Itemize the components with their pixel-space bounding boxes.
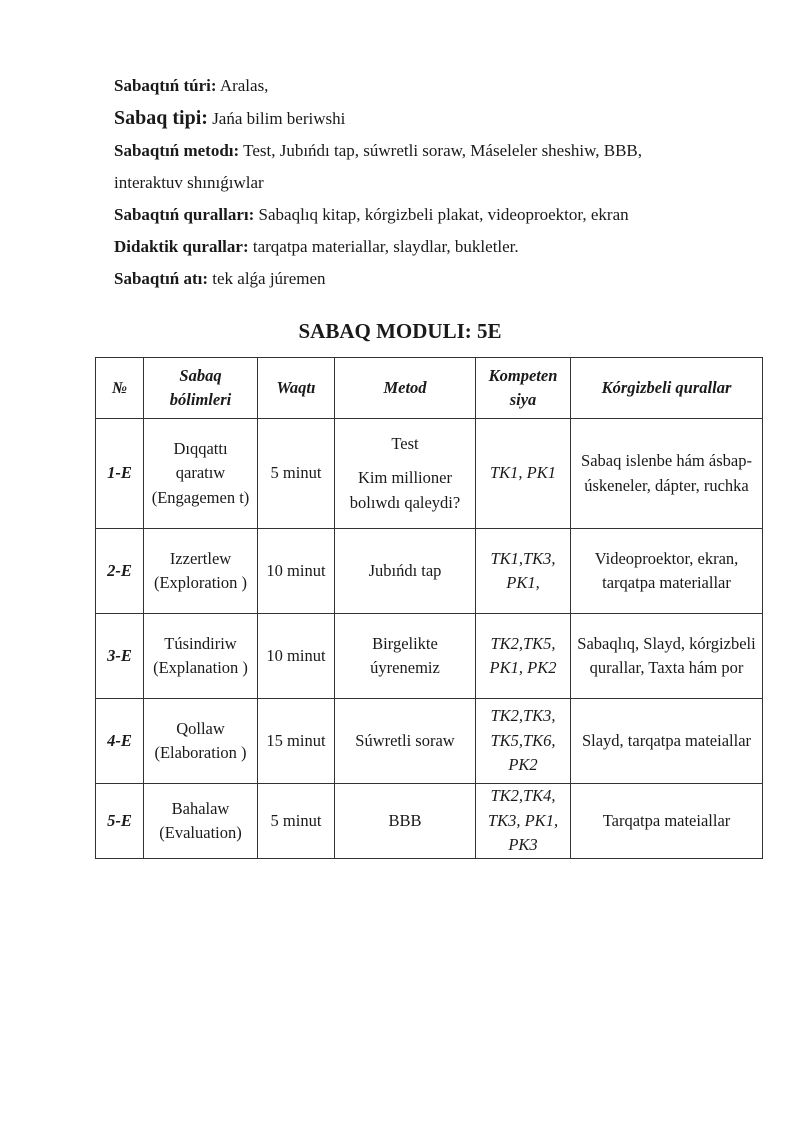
table-row [96,699,763,784]
row-section: Dıqqattı qaratıw (Engagemen t) [144,419,258,529]
row-competence: TK1, PK1 [476,419,571,529]
row-method-line: Test [391,433,419,453]
didactic-tools-line [114,231,754,263]
row-time: 10 minut [258,614,335,699]
module-table [95,357,763,859]
row-code: 1-E [96,419,144,529]
table-row [96,784,763,859]
row-method [335,419,476,529]
lesson-name-line [114,263,754,295]
row-section: Bahalaw (Evaluation) [144,784,258,859]
lesson-kind-line [114,70,754,102]
row-time: 5 minut [258,784,335,859]
lesson-method-value-cont: interaktuv shınıǵıwlar [114,173,264,192]
row-method-line: Súwretli soraw [355,730,455,750]
row-method [335,529,476,614]
row-competence: TK2,TK5, PK1, PK2 [476,614,571,699]
row-code: 3-E [96,614,144,699]
lesson-method-cont-line [114,167,754,199]
row-competence: TK1,TK3, PK1, [476,529,571,614]
lesson-type-label: Sabaq tipi: [114,107,208,129]
row-method-line: Birgelikte úyrenemiz [370,633,440,677]
row-method-line: Jubıńdı tap [368,560,442,580]
row-section: Túsindiriw (Explanation ) [144,614,258,699]
row-method-line: Kim millioner bolıwdı qaleydi? [349,468,461,512]
table-row [96,529,763,614]
row-method [335,699,476,784]
lesson-type-line [114,102,754,135]
header-section: Sabaq bólimleri [144,358,258,419]
lesson-name-label: Sabaqtıń atı: [114,269,208,288]
header-time: Waqtı [258,358,335,419]
row-competence: TK2,TK3, TK5,TK6, PK2 [476,699,571,784]
row-competence: TK2,TK4, TK3, PK1, PK3 [476,784,571,859]
row-materials: Sabaqlıq, Slayd, kórgizbeli qurallar, Taxta hám por [571,614,763,699]
row-method [335,784,476,859]
header-number: № [96,358,144,419]
lesson-tools-line [114,199,754,231]
lesson-type-value: Jańa bilim beriwshi [212,109,346,128]
header-method: Metod [335,358,476,419]
lesson-method-label: Sabaqtıń metodı: [114,141,240,160]
lesson-method-value: Test, Jubıńdı tap, súwretli soraw, Máseleler sheshiw, BBB, [243,141,643,160]
row-method-line: BBB [388,810,422,830]
lesson-kind-label: Sabaqtıń túri: [114,76,217,95]
header-competence: Kompeten siya [476,358,571,419]
row-materials: Slayd, tarqatpa mateiallar [571,699,763,784]
didactic-tools-label: Didaktik qurallar: [114,237,249,256]
row-section: Qollaw (Elaboration ) [144,699,258,784]
row-code: 4-E [96,699,144,784]
lesson-info [114,70,754,295]
row-materials: Sabaq islenbe hám ásbap-úskeneler, dápter, ruchka [571,419,763,529]
didactic-tools-value: tarqatpa materiallar, slaydlar, bukletler. [252,237,519,256]
lesson-tools-label: Sabaqtıń quralları: [114,205,255,224]
module-title: SABAQ MODULI: 5E [298,319,502,343]
row-time: 15 minut [258,699,335,784]
table-row [96,614,763,699]
header-materials: Kórgizbeli qurallar [571,358,763,419]
row-time: 5 minut [258,419,335,529]
row-materials: Videoproektor, ekran, tarqatpa materiallar [571,529,763,614]
row-method [335,614,476,699]
lesson-name-value: tek alǵa júremen [212,269,326,288]
row-time: 10 minut [258,529,335,614]
row-code: 5-E [96,784,144,859]
table-header-row [96,358,763,419]
lesson-tools-value: Sabaqlıq kitap, kórgizbeli plakat, videoproektor, ekran [258,205,629,224]
row-section: Izzertlew (Exploration ) [144,529,258,614]
lesson-method-line [114,135,754,167]
table-row [96,419,763,529]
lesson-kind-value: Aralas, [219,76,269,95]
row-materials: Tarqatpa mateiallar [571,784,763,859]
row-code: 2-E [96,529,144,614]
